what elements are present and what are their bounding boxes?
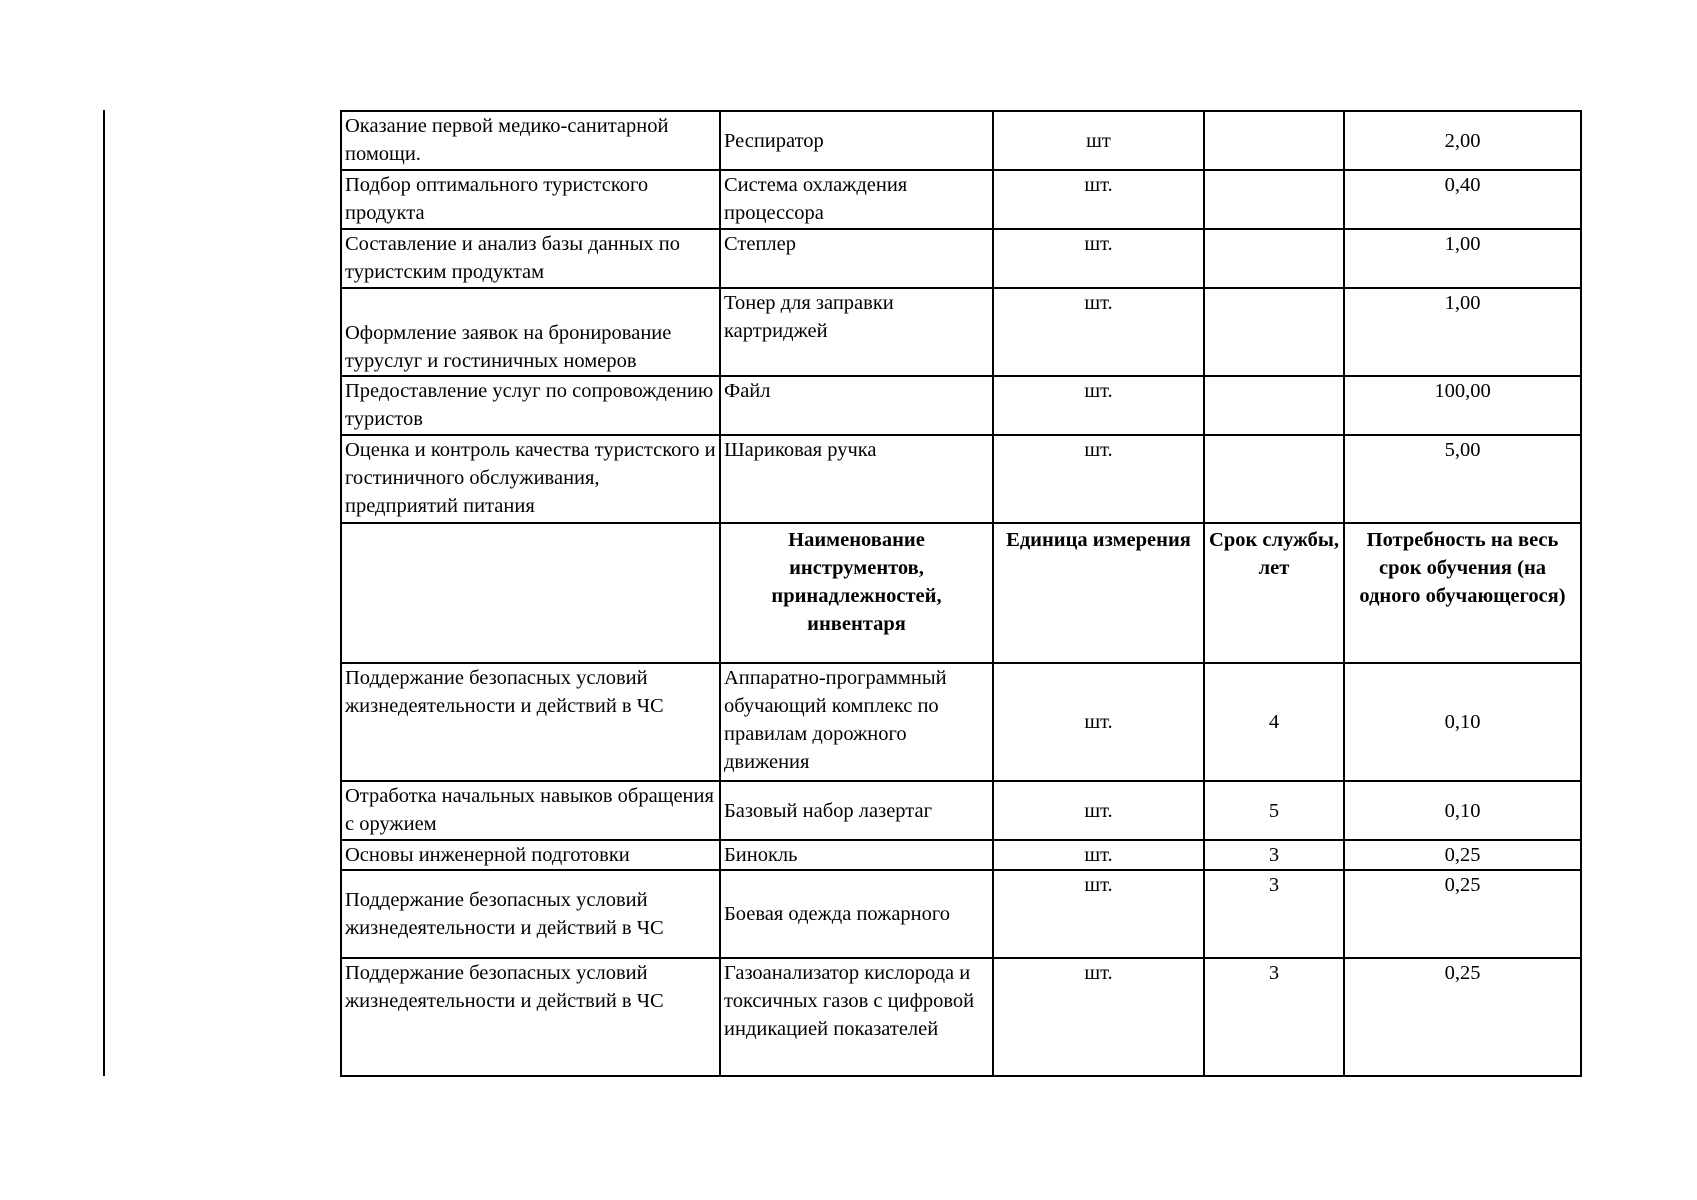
unit-cell: шт [993,111,1204,170]
need-cell: 2,00 [1344,111,1581,170]
unit-cell: шт. [993,663,1204,781]
table-row [341,170,1581,229]
activity-cell: Основы инженерной подготовки [341,840,720,870]
service-life-cell: 3 [1204,840,1344,870]
service-life-cell [1204,170,1344,229]
unit-cell: шт. [993,870,1204,958]
need-cell: 0,40 [1344,170,1581,229]
unit-cell: шт. [993,229,1204,288]
header-activity-cell [341,523,720,663]
activity-cell: Поддержание безопасных условий жизнедеятельности и действий в ЧС [341,870,720,958]
unit-cell: шт. [993,376,1204,435]
unit-cell: шт. [993,170,1204,229]
service-life-cell: 4 [1204,663,1344,781]
unit-cell: шт. [993,958,1204,1076]
activity-cell: Подбор оптимального туристского продукта [341,170,720,229]
activity-cell: Оценка и контроль качества туристского и гостиничного обслуживания, предприятий питания [341,435,720,523]
table-row [341,229,1581,288]
table-header-row [341,523,1581,663]
left-margin-line [103,110,105,1076]
need-cell: 0,25 [1344,870,1581,958]
item-cell: Тонер для заправки картриджей [720,288,993,376]
need-cell: 5,00 [1344,435,1581,523]
service-life-cell: 5 [1204,781,1344,840]
item-cell: Боевая одежда пожарного [720,870,993,958]
unit-cell: шт. [993,781,1204,840]
table-row [341,288,1581,376]
item-cell: Респиратор [720,111,993,170]
service-life-cell [1204,435,1344,523]
need-cell: 1,00 [1344,288,1581,376]
need-cell: 0,10 [1344,781,1581,840]
item-cell: Степлер [720,229,993,288]
activity-cell: Оформление заявок на бронирование туруслуг и гостиничных номеров [341,288,720,376]
unit-cell: шт. [993,288,1204,376]
item-cell: Бинокль [720,840,993,870]
need-cell: 0,10 [1344,663,1581,781]
item-cell: Базовый набор лазертаг [720,781,993,840]
service-life-cell: 3 [1204,958,1344,1076]
table-row [341,840,1581,870]
need-cell: 0,25 [1344,958,1581,1076]
service-life-cell: 3 [1204,870,1344,958]
activity-cell: Предоставление услуг по сопровождению туристов [341,376,720,435]
table-row [341,781,1581,840]
table-row [341,111,1581,170]
item-cell: Шариковая ручка [720,435,993,523]
header-need-cell: Потребность на весь срок обучения (на одного обучающегося) [1344,523,1581,663]
need-cell: 100,00 [1344,376,1581,435]
header-unit-cell: Единица измерения [993,523,1204,663]
table-row [341,663,1581,781]
activity-cell: Составление и анализ базы данных по туристским продуктам [341,229,720,288]
equipment-table [340,110,1582,1077]
table-row [341,870,1581,958]
table-row [341,435,1581,523]
header-item-cell: Наименование инструментов, принадлежностей, инвентаря [720,523,993,663]
activity-cell: Поддержание безопасных условий жизнедеятельности и действий в ЧС [341,958,720,1076]
activity-cell: Отработка начальных навыков обращения с оружием [341,781,720,840]
table-row [341,958,1581,1076]
service-life-cell [1204,288,1344,376]
unit-cell: шт. [993,435,1204,523]
item-cell: Файл [720,376,993,435]
unit-cell: шт. [993,840,1204,870]
need-cell: 0,25 [1344,840,1581,870]
activity-cell: Оказание первой медико-санитарной помощи. [341,111,720,170]
service-life-cell [1204,229,1344,288]
item-cell: Газоанализатор кислорода и токсичных газов с цифровой индикацией показателей [720,958,993,1076]
service-life-cell [1204,376,1344,435]
table-row [341,376,1581,435]
item-cell: Система охлаждения процессора [720,170,993,229]
service-life-cell [1204,111,1344,170]
item-cell: Аппаратно-программный обучающий комплекс по правилам дорожного движения [720,663,993,781]
activity-cell: Поддержание безопасных условий жизнедеятельности и действий в ЧС [341,663,720,781]
need-cell: 1,00 [1344,229,1581,288]
header-life-cell: Срок службы, лет [1204,523,1344,663]
